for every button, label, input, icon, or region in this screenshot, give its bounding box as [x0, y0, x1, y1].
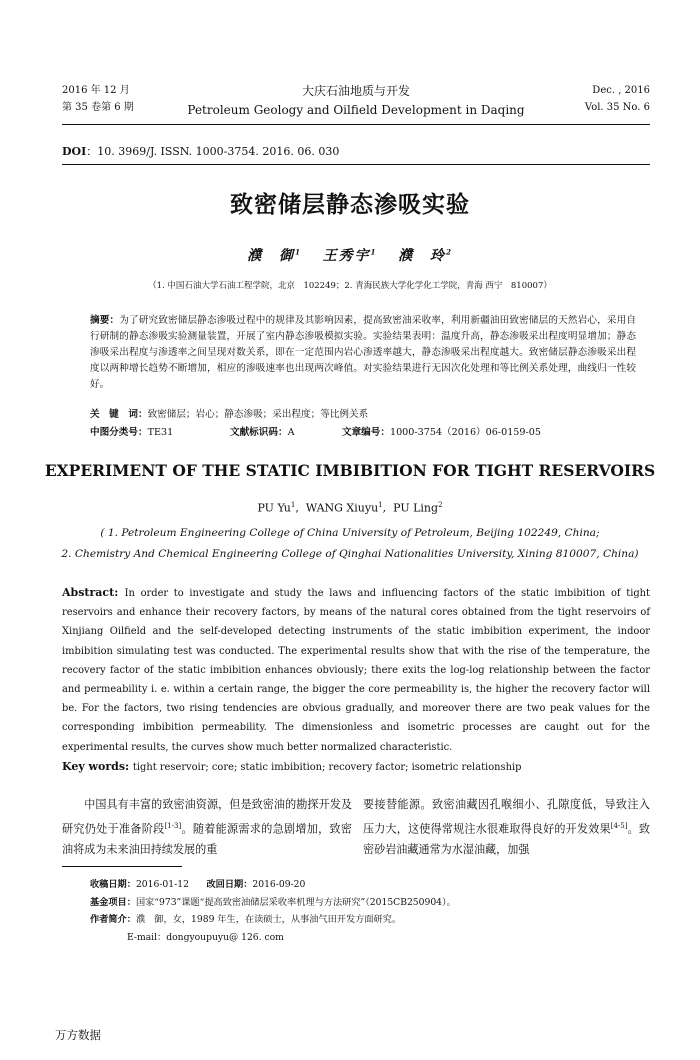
header-date-en: Dec. , 2016	[592, 85, 650, 96]
title-cn: 致密储层静态渗吸实验	[230, 192, 470, 218]
keywords-cn-label: 关 键 词：	[90, 409, 148, 420]
watermark: 万方数据	[55, 1028, 101, 1042]
journal-name-en: Petroleum Geology and Oilfield Development in Daqing	[187, 103, 525, 117]
doi-value: ：10. 3969/J. ISSN. 1000-3754. 2016. 06. 030	[86, 145, 340, 158]
keywords-en: Key words: tight reservoir; core; static imbibition; recovery factor; isometric relationship	[62, 760, 522, 773]
article-value: 1000-3754（2016）06-0159-05	[389, 427, 541, 438]
received-label: 收稿日期：	[90, 879, 136, 890]
affiliation-en-line2: 2. Chemistry And Chemical Engineering College of Qinghai Nationalities University, Xining 810007, China)	[61, 548, 639, 560]
clc-value: TE31	[147, 427, 174, 438]
footnote-fund	[90, 894, 640, 912]
doc-value: A	[287, 427, 295, 438]
author-bio-value: 濮 御，女，1989 年生，在读硕士，从事油气田开发方面研究。	[135, 914, 402, 925]
doc-label: 文献标识码：	[230, 427, 288, 438]
clc-label: 中图分类号：	[90, 427, 148, 438]
author-email[interactable]: E-mail：dongyoupuyu@ 126. com	[127, 931, 284, 943]
revised-label: 改回日期：	[206, 879, 253, 890]
body-left-text-2: 。随着能源需求的急剧增加，致密油将成为未来油田持续发展的重	[62, 822, 352, 856]
doi-line	[62, 143, 339, 159]
received-value: 2016-01-12	[135, 879, 189, 890]
body-right-text: 要接替能源。致密油藏因孔喉细小、孔隙度低，导致注入压力大，这使得常规注水很难取得良好的开发效果	[363, 798, 650, 836]
abstract-en: Abstract: In order to investigate and study the laws and influencing factors of the static imbibition of tight reservoirs and enhance their recovery factors, by means of the natural cores obtained from the tight reservoirs of Xinjiang Oilfield and the self-developed detecting instruments of the static imbibition experiment, the indoor imbibition simulating test was conducted. The experimental results show that with the rise of the temperature, the recovery factor of the static imbibition enhances obviously; there exits the log-log relationship between the factor and permeability i. e. within a certain range, the bigger the core permeability is, the higher the recovery factor will be. For the factors, two rising tendencies are obvious gradually, and moreover there are two peak values for the corresponding imbibition permeability. The dimensionless and isometric processes are caught out for the experimental results, the curves show much better normalized characteristic.	[62, 586, 651, 753]
keywords-en-text: tight reservoir; core; static imbibition; recovery factor; isometric relationship	[132, 762, 522, 773]
abstract-cn-label: 摘要：	[90, 315, 120, 326]
authors-en: PU Yu$^1$, WANG Xiuyu$^1$, PU Ling$^2$	[257, 501, 443, 515]
affiliation-en-line1: ( 1. Petroleum Engineering College of China University of Petroleum, Beijing 102249, China;	[100, 527, 600, 539]
clc-number	[90, 425, 173, 441]
title-en: EXPERIMENT OF THE STATIC IMBIBITION FOR TIGHT RESERVOIRS	[44, 461, 656, 480]
author-cn-2: 王秀宇	[322, 248, 371, 264]
affiliation-en	[0, 523, 700, 565]
affiliation-cn: （1. 中国石油大学石油工程学院，北京 102249；2. 青海民族大学化学化工学院，青海 西宁 810007）	[148, 281, 552, 291]
author-cn-2-affil: 1	[370, 247, 378, 257]
footnote-dates	[90, 876, 640, 894]
keywords-en-label: Key words	[62, 760, 126, 773]
author-cn-1-affil: 1	[295, 247, 302, 257]
header-right	[585, 82, 650, 116]
body-left-text: 中国具有丰富的致密油资源，但是致密油的勘探开发及研究仍处于准备阶段	[62, 798, 352, 836]
footnote-author	[90, 911, 640, 929]
doi-rule	[62, 164, 650, 165]
keywords-cn	[90, 407, 636, 423]
author-en-3-affil: 2	[438, 501, 443, 509]
authors-cn	[0, 245, 700, 265]
footnote	[90, 876, 640, 946]
header-date: 2016 年 12 月	[62, 85, 130, 96]
header-volume-en: Vol. 35 No. 6	[584, 102, 650, 113]
abstract-en-label: Abstract	[62, 586, 115, 599]
citation-1-3[interactable]: [1-3]	[164, 821, 182, 830]
author-en-2: WANG Xiuyu	[305, 501, 379, 515]
running-header	[62, 82, 650, 124]
journal-name-cn: 大庆石油地质与开发	[301, 84, 410, 98]
header-volume-cn: 第 35 卷第 6 期	[62, 102, 134, 113]
footnote-rule	[62, 866, 182, 867]
doi-label: DOI	[62, 145, 87, 158]
author-en-1: PU Yu	[257, 501, 291, 515]
fund-value: 国家“973”课题“提高致密油储层采收率机理与方法研究”（2015CB250904）。	[135, 896, 456, 908]
author-cn-3-affil: 2	[446, 247, 453, 257]
author-en-3: PU Ling	[393, 501, 439, 515]
header-rule	[62, 124, 650, 125]
article-label: 文章编号：	[342, 427, 390, 438]
body-column-left	[62, 795, 352, 860]
author-cn-3: 濮 玲	[398, 248, 447, 264]
keywords-cn-text: 致密储层；岩心；静态渗吸；采出程度；等比例关系	[147, 409, 369, 420]
article-number	[342, 425, 541, 441]
header-center	[62, 82, 650, 120]
author-en-2-affil: 1	[378, 501, 383, 509]
author-en-1-affil: 1	[290, 501, 296, 509]
author-cn-1: 濮 御	[247, 248, 296, 264]
citation-4-5[interactable]: [4-5]	[610, 821, 628, 830]
revised-value: 2016-09-20	[252, 879, 306, 890]
body-right-text-2: 。致密砂岩油藏通常为水湿油藏，加强	[363, 822, 650, 856]
body-column-right	[363, 795, 650, 860]
abstract-cn-text: 为了研究致密储层静态渗吸过程中的规律及其影响因素，提高致密油采收率，利用新疆油田致密储层的天然岩心，采用自行研制的静态渗吸实验测量装置，开展了室内静态渗吸模拟实验。实验结果表明：温度升高，静态渗吸采出程度明显增加；静态渗吸采出程度与渗透率之间呈现对数关系，即在一定范围内岩心渗透率越大，静态渗吸采出程度越大。致密储层静态渗吸采出程度以两种增长趋势不断增加，相应的渗吸速率也出现两次峰值。对实验结果进行无因次化处理和等比例关系处理，曲线归一性较好。	[90, 315, 637, 390]
doc-code	[230, 425, 295, 441]
fund-label: 基金项目：	[90, 896, 136, 908]
author-bio-label: 作者简介：	[90, 914, 136, 925]
abstract-cn	[90, 313, 636, 393]
abstract-en-text: In order to investigate and study the laws and influencing factors of the static imbibition of tight reservoirs and enhance their recovery factors, by means of the natural cores obtained from the tight reservoirs of Xinjiang Oilfield and the self-developed detecting instruments of the static imbibition experiment, the indoor imbibition simulating test was conducted. The experimental results show that with the rise of the temperature, the recovery factor of the static imbibition enhances obviously; there exits the log-log relationship between the factor and permeability i. e. within a certain range, the bigger the core permeability is, the higher the recovery factor will be. For the factors, two rising tendencies are obvious gradually, and moreover there are two peak values for the corresponding imbibition permeability. The dimensionless and isometric processes are caught out for the experimental results, the curves show much better normalized characteristic.	[62, 588, 651, 753]
